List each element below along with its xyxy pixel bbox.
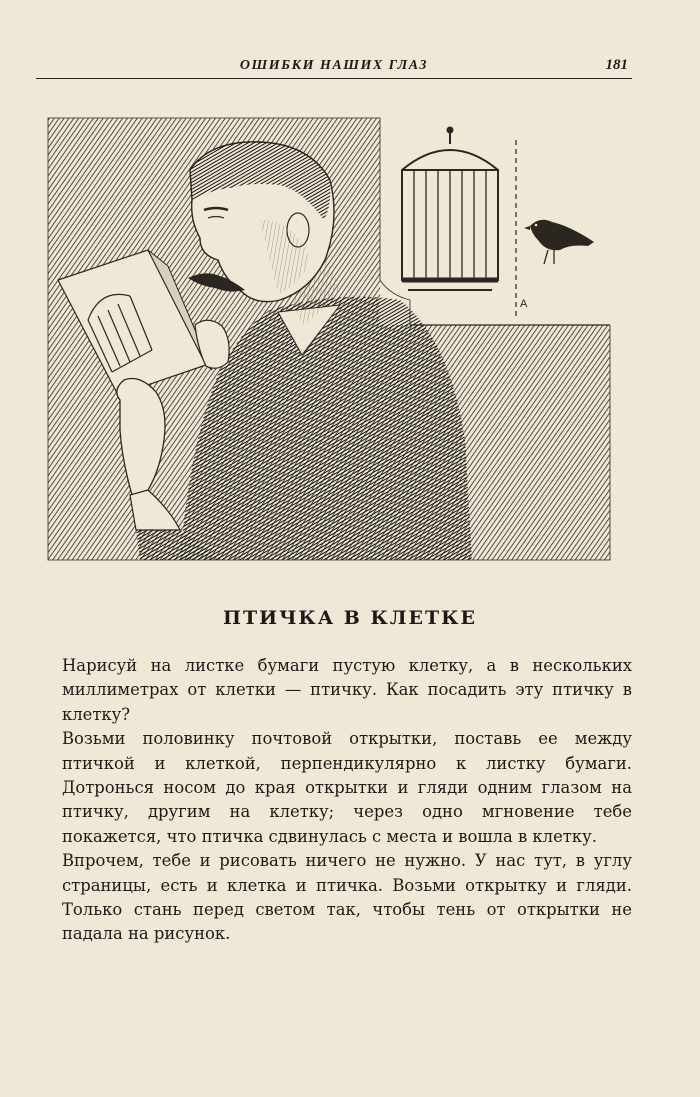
paragraph-1: Нарисуй на листке бумаги пустую клетку, а в нескольких миллиметрах от клетки — птичку. Как посадить эту птичку в клетку? bbox=[62, 656, 632, 724]
page-number: 181 bbox=[605, 57, 628, 73]
article-body bbox=[62, 654, 632, 947]
paragraph-2: Возьми половинку почтовой открытки, поставь ее между птичкой и клеткой, перпендикулярно к листку бумаги. Дотронься носом до края открытки и гляди одним глазом на птичку, другим на клетку; через одно мгновение тебе покажется, что птичка сдвинулась с места и вошла в клетку. bbox=[62, 729, 632, 846]
paragraph-3: Впрочем, тебе и рисовать ничего не нужно. У нас тут, в углу страницы, есть и клетка и птичка. Возьми открытку и гляди. Только стань перед светом так, чтобы тень от открытки не падала на рисунок. bbox=[62, 851, 632, 944]
running-header bbox=[36, 56, 632, 80]
engraving-illustration bbox=[40, 110, 620, 570]
header-rule bbox=[36, 78, 632, 79]
article-title: ПТИЧКА В КЛЕТКЕ bbox=[223, 607, 477, 629]
illustration-svg bbox=[40, 110, 620, 570]
label-a: A bbox=[520, 298, 528, 310]
running-header-title: ОШИБКИ НАШИХ ГЛАЗ bbox=[239, 58, 429, 73]
